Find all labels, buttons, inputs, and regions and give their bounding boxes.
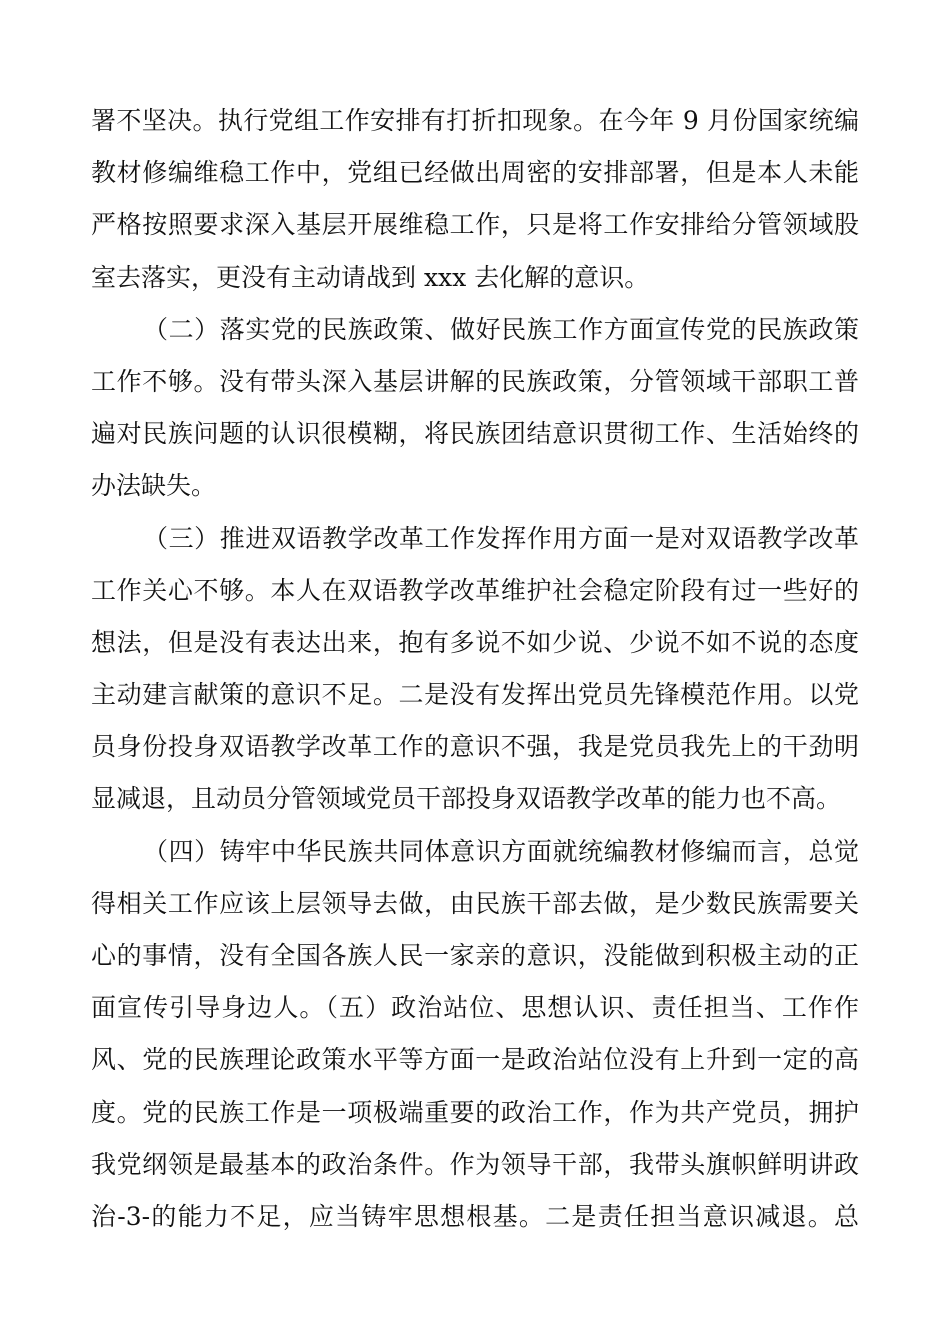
paragraph-heading-line: （四）铸牢中华民族共同体意识方面就统编教材修编而言，总觉 <box>143 836 859 866</box>
body-line: 员身份投身双语教学改革工作的意识不强，我是党员我先上的干劲明 <box>91 732 859 762</box>
body-line: 严格按照要求深入基层开展维稳工作，只是将工作安排给分管领域股 <box>91 210 859 240</box>
body-line: 遍对民族问题的认识很模糊，将民族团结意识贯彻工作、生活始终的 <box>91 419 859 449</box>
body-line: 想法，但是没有表达出来，抱有多说不如少说、少说不如不说的态度 <box>91 627 859 657</box>
body-line: 显减退，且动员分管领域党员干部投身双语教学改革的能力也不高。 <box>91 784 842 814</box>
body-line: 室去落实，更没有主动请战到 xxx 去化解的意识。 <box>91 262 650 292</box>
body-line: 署不坚决。执行党组工作安排有打折扣现象。在今年 9 月份国家统编 <box>91 106 859 135</box>
body-line: 主动建言献策的意识不足。二是没有发挥出党员先锋模范作用。以党 <box>91 680 859 710</box>
body-line: 面宣传引导身边人。（五）政治站位、思想认识、责任担当、工作作 <box>91 993 859 1023</box>
document-body <box>91 95 859 1243</box>
body-line: 风、党的民族理论政策水平等方面一是政治站位没有上升到一定的高 <box>91 1045 859 1075</box>
body-line: 心的事情，没有全国各族人民一家亲的意识，没能做到积极主动的正 <box>91 941 859 970</box>
body-line: 工作不够。没有带头深入基层讲解的民族政策，分管领域干部职工普 <box>91 366 859 396</box>
body-line: 我党纲领是最基本的政治条件。作为领导干部，我带头旗帜鲜明讲政 <box>91 1149 859 1179</box>
paragraph-heading-line: （三）推进双语教学改革工作发挥作用方面一是对双语教学改革 <box>143 523 859 553</box>
body-line: 得相关工作应该上层领导去做，由民族干部去做，是少数民族需要关 <box>91 888 859 918</box>
body-line: 办法缺失。 <box>91 471 217 501</box>
body-line: 教材修编维稳工作中，党组已经做出周密的安排部署，但是本人未能 <box>91 158 859 188</box>
paragraph-heading-line: （二）落实党的民族政策、做好民族工作方面宣传党的民族政策 <box>143 314 859 344</box>
body-line: 治-3-的能力不足，应当铸牢思想根基。二是责任担当意识减退。总 <box>91 1201 859 1231</box>
body-line: 度。党的民族工作是一项极端重要的政治工作，作为共产党员，拥护 <box>91 1097 859 1127</box>
body-line: 工作关心不够。本人在双语教学改革维护社会稳定阶段有过一些好的 <box>91 575 859 605</box>
